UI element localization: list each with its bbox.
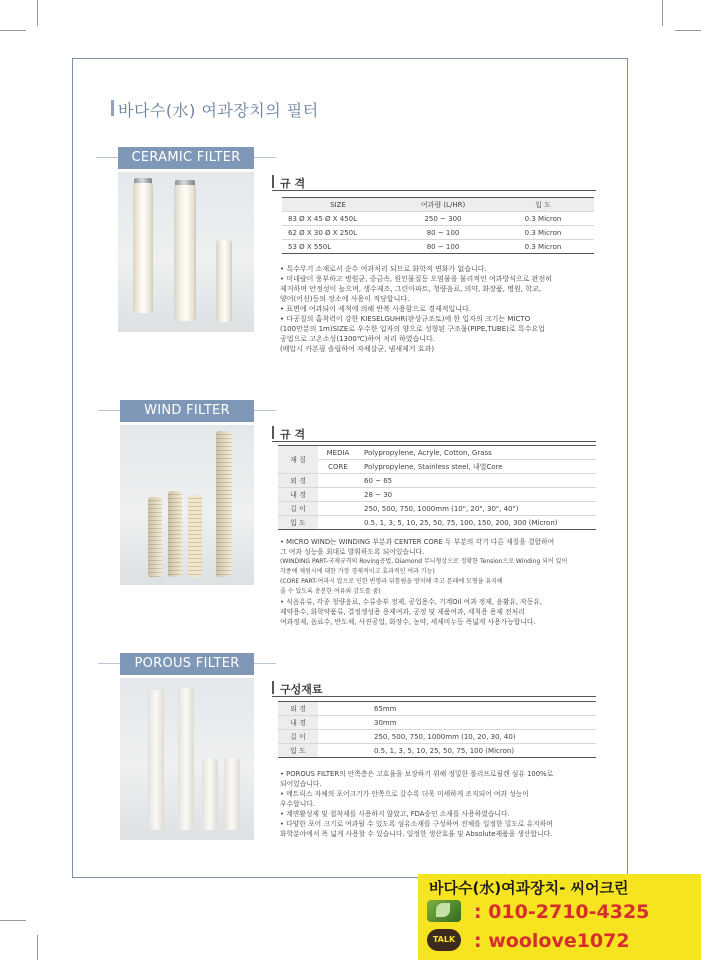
table-cell: 80 ~ 100 <box>394 240 492 254</box>
porous-notes <box>280 769 553 839</box>
ceramic-notes <box>280 264 552 354</box>
column-header: SIZE <box>282 198 394 212</box>
porous-material-heading: 구성재료 <box>272 681 323 697</box>
table-row <box>278 730 596 744</box>
row-label: 입 도 <box>278 516 318 530</box>
column-header: 입 도 <box>492 198 594 212</box>
wind-notes <box>280 537 567 627</box>
note-line: 그 여과 성능을 최대로 발휘하도록 되어있습니다. <box>280 548 425 556</box>
table-row <box>278 474 596 488</box>
wind-spec-heading: 규 격 <box>272 426 305 442</box>
crop-mark <box>0 30 26 31</box>
porous-filter-tab: POROUS FILTER <box>120 653 254 675</box>
table-row <box>278 702 596 716</box>
note-line: 제약용수, 화학약품류, 결정생성용 용제여과, 공정 및 제품여과, 세척용 용제 전처리 <box>280 608 525 616</box>
table-cell: Polypropylene, Stainless steel, 내열Core <box>358 460 596 474</box>
note-line: • MICRO WIND는 WINDING 부분과 CENTER CORE 두 부분의 각기 다른 재질을 결합하여 <box>280 538 555 546</box>
crop-mark <box>37 935 38 960</box>
crop-mark <box>37 0 38 26</box>
row-label: 길 이 <box>278 502 318 516</box>
note-line: 양어(어선)등의 장소에 사용이 적당합니다. <box>280 295 410 303</box>
row-label: 입 도 <box>278 744 318 758</box>
ceramic-filter-photo <box>118 172 254 332</box>
wind-spec-table <box>278 445 596 530</box>
note-line: (CORE PART-여과시 압으로 인한 변형과 뒤틀림을 방지해 주고 본래에 모형을 유지해 <box>280 578 503 585</box>
note-line: • 식음유류, 각종 청량음료, 수류송부 정제, 공업용수, 기계Oil 여과 정제, 윤활유, 작동유, <box>280 598 543 606</box>
wind-filter-tab: WIND FILTER <box>120 400 254 422</box>
section-rule <box>272 441 596 442</box>
row-label: 재 질 <box>278 446 318 474</box>
note-line: 우수합니다. <box>280 800 315 808</box>
note-line: • 다양한 포어 크기로 여과될 수 있도록 섬유소재를 구성하여 전체를 일정한 밀도로 유지하며 <box>280 820 553 828</box>
table-row <box>282 226 594 240</box>
table-cell: 30mm <box>318 716 596 730</box>
table-cell: 62 Ø X 30 Ø X 250L <box>282 226 394 240</box>
table-row <box>278 516 596 530</box>
note-line: 각종에 제원시에 대한 가장 경제적이고 효과적인 여과 기능) <box>280 568 435 575</box>
table-cell: 60 ~ 65 <box>318 474 596 488</box>
table-cell: 250 ~ 300 <box>394 212 492 226</box>
note-line: 줄 수 있도록 충분한 여유와 강도를 줌) <box>280 588 381 595</box>
table-cell: Polypropylene, Acryle, Cotton, Grass <box>358 446 596 460</box>
row-label: 길 이 <box>278 730 318 744</box>
table-row <box>278 744 596 758</box>
ceramic-spec-heading: 규 격 <box>272 175 305 191</box>
table-cell: 250, 500, 750, 1000mm (10, 20, 30, 40) <box>318 730 596 744</box>
note-line: (배압시 카본필 솔립하여 자체살균, 냄새제거 효과) <box>280 345 435 353</box>
wind-filter-photo <box>120 425 254 585</box>
phone-number[interactable]: : 010-2710-4325 <box>474 901 650 923</box>
section-rule <box>272 190 596 191</box>
column-header: 여과량 (L/HR) <box>394 198 492 212</box>
table-cell: 0.5, 1, 3, 5, 10, 25, 50, 75, 100 (Micron) <box>318 744 596 758</box>
crop-mark <box>675 30 701 31</box>
kakaotalk-icon: TALK <box>427 929 461 951</box>
table-header-row <box>282 198 594 212</box>
porous-filter-photo <box>120 678 254 840</box>
banner-title: 바다수(水)여과장치- 씨어크린 <box>429 879 629 897</box>
table-row <box>278 502 596 516</box>
note-line: 제거하며 안정성이 높으며, 생수제조, 그린아파트, 청량음료, 의약, 화장품, 병원, 학교, <box>280 285 541 293</box>
note-line: 여과정제, 음료수, 반도체, 사진공업, 화장수, 농약, 세제비누등 폭넓게 사용가능합니다. <box>280 618 536 626</box>
table-cell: 0.3 Micron <box>492 226 594 240</box>
table-row <box>278 446 596 460</box>
table-cell: 0.3 Micron <box>492 240 594 254</box>
table-cell: MEDIA <box>318 446 358 460</box>
page-title: 바다수(水) 여과장치의 필터 <box>118 98 319 121</box>
table-cell: 83 Ø X 45 Ø X 450L <box>282 212 394 226</box>
crop-mark <box>0 920 26 921</box>
note-line: 화학분야에서 폭 넓게 사용할 수 있습니다. 일정한 생산효율 및 Absolute제품을 생산합니다. <box>280 830 553 838</box>
note-line: 공법으로 고온소성(1300℃)하여 처리 하였습니다. <box>280 335 435 343</box>
section-rule <box>272 696 596 697</box>
row-label: 내 경 <box>278 716 318 730</box>
note-line: • 미네랄이 풍부하고 병원균, 중금속, 원인물질등 오염물을 물리적인 여과방식으로 완전히 <box>280 275 553 283</box>
note-line: • 다공질의 흡착력이 강한 KIESELGUHR(판상규조토)에 한 입자의 크기는 MICTO <box>280 315 531 323</box>
table-row <box>282 240 594 254</box>
crop-mark <box>662 0 663 26</box>
row-label: 외 경 <box>278 702 318 716</box>
note-line: • 특수무기 소재로서 순수 여과처리 되므로 화학적 변화가 없습니다. <box>280 265 487 273</box>
note-line: • 계면활성제 및 접착제를 사용하지 않았고, FDA승인 소재를 사용하였습니다. <box>280 810 510 818</box>
table-row <box>282 212 594 226</box>
table-row <box>278 488 596 502</box>
row-label: 내 경 <box>278 488 318 502</box>
kakaotalk-id[interactable]: : woolove1072 <box>474 930 630 952</box>
note-line: • 표면에 여과되어 세척에 의해 반복 사용함으로 경제적입니다. <box>280 305 471 313</box>
note-line: • POROUS FILTER의 안쪽층은 고효율을 보장하기 위해 정밀한 폴리프로필렌 섬유 100%로 <box>280 770 554 778</box>
note-line: • 메트릭스 자체의 포어크기가 안쪽으로 갈수록 더욱 미세하게 조직되어 여과 성능이 <box>280 790 529 798</box>
ceramic-filter-tab: CERAMIC FILTER <box>118 147 254 169</box>
ceramic-spec-table <box>282 197 594 254</box>
table-cell: CORE <box>318 460 358 474</box>
table-cell: 28 ~ 30 <box>318 488 596 502</box>
note-line: (100만분의 1m)SIZE로 우수한 입자의 양으로 성형된 구조물(PIPE,TUBE)로 특수요업 <box>280 325 545 333</box>
note-line: 되어있습니다. <box>280 780 322 788</box>
row-label: 외 경 <box>278 474 318 488</box>
porous-spec-table <box>278 701 596 758</box>
leaf-icon <box>427 900 461 922</box>
table-row <box>278 460 596 474</box>
table-cell: 0.5, 1, 3, 5, 10, 25, 50, 75, 100, 150, 200, 300 (Micron) <box>318 516 596 530</box>
table-cell: 80 ~ 100 <box>394 226 492 240</box>
table-cell: 0.3 Micron <box>492 212 594 226</box>
table-row <box>278 716 596 730</box>
table-cell: 65mm <box>318 702 596 716</box>
note-line: (WINDING PART-국제규격의 Roving공법, Diamond 무늬형상으로 정확한 Tension으로 Winding 되어 있어 <box>280 558 568 565</box>
table-cell: 250, 500, 750, 1000mm (10", 20", 30", 40") <box>318 502 596 516</box>
table-cell: 53 Ø X 550L <box>282 240 394 254</box>
